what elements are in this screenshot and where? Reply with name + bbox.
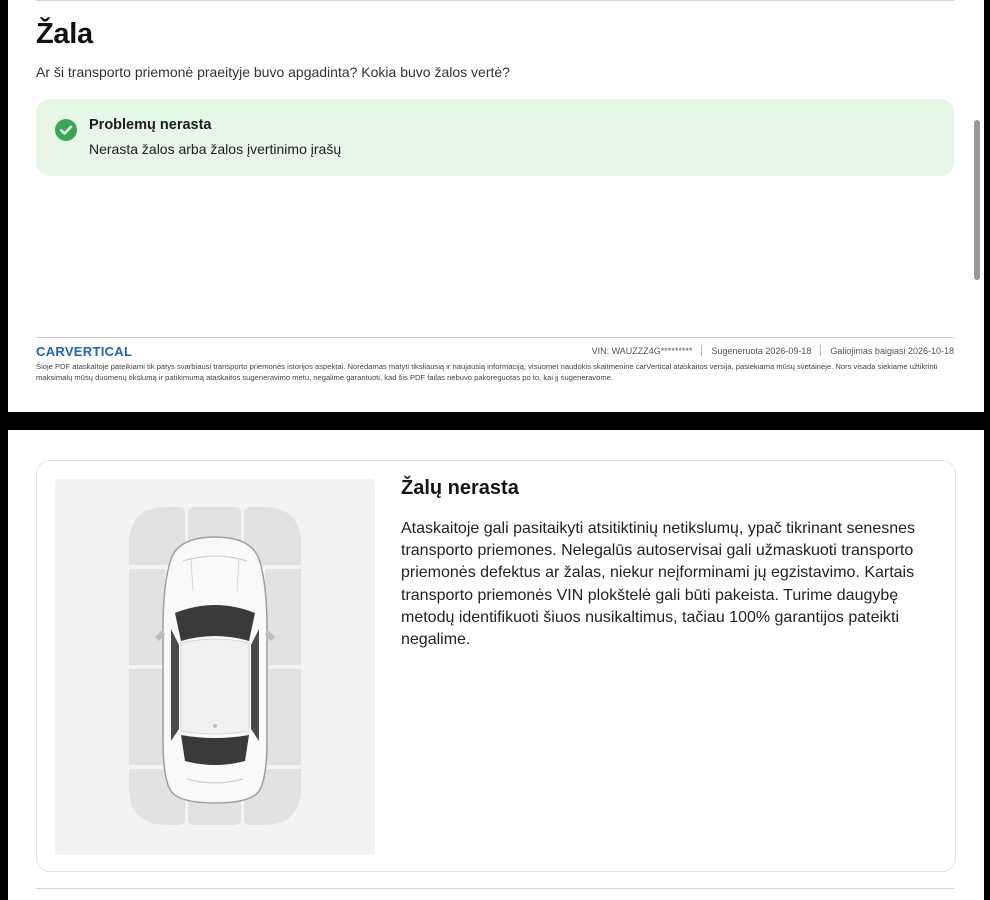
status-title: Problemų nerasta bbox=[89, 117, 212, 133]
status-text: Nerasta žalos arba žalos įvertinimo įrašų bbox=[89, 141, 342, 157]
info-card-text: Ataskaitoje gali pasitaikyti atsitiktinių netikslumų, ypač tikrinant senesnes transporto priemones. Nelegalūs autoservisai gali užmaskuoti transporto priemonės defektus ar žalas, niekur neįforminami jų egzistavimo. Kartais transporto priemonės VIN plokštelė gali būti pakeista. Turime daugybę metodų identifikuoti šiuos nusikaltimus, tačiau 100% garantijos pateikti negalime. bbox=[401, 520, 916, 649]
check-circle-icon bbox=[55, 119, 77, 141]
status-card bbox=[36, 99, 954, 176]
brand-logo: CARVERTICAL bbox=[36, 344, 133, 359]
scrollbar-thumb[interactable] bbox=[974, 120, 980, 280]
info-card bbox=[36, 460, 956, 872]
car-top-view-icon bbox=[55, 479, 375, 855]
footer-divider bbox=[36, 337, 954, 338]
report-page-bottom bbox=[8, 430, 984, 900]
footer-meta bbox=[592, 345, 954, 356]
divider bbox=[36, 888, 954, 889]
separator bbox=[820, 345, 821, 356]
section-subtitle: Ar ši transporto priemonė praeityje buvo apgadinta? Kokia buvo žalos vertė? bbox=[36, 64, 510, 80]
separator bbox=[701, 345, 702, 356]
info-card-title: Žalų nerasta bbox=[401, 477, 519, 499]
generated-date: Sugeneruota 2026-09-18 bbox=[711, 345, 812, 356]
disclaimer-text: Šioje PDF ataskaitoje pateikiami tik patys svarbiausi transporto priemonės istorijos aspektai. Norėdamas matyti tiksliausią ir naujausią informaciją, visuomet naudokis skaitmenine carVertical ataskaitos versija, pasiekiama mūsų svetainėje. Nors visada siekiame užtikrinti maksimalų mūsų duomenų tikslumą ir patikimumą ataskaitos sugeneravimo metu, negalime garantuoti, kad šis PDF failas nebuvo pakoreguotas po to, kai jį sugeneravome. bbox=[36, 362, 938, 382]
section-title: Žala bbox=[36, 18, 93, 50]
report-page-top bbox=[8, 0, 984, 412]
divider bbox=[36, 0, 954, 1]
expiry-date: Galiojimas baigiasi 2026-10-18 bbox=[830, 345, 954, 356]
car-diagram-panel bbox=[55, 479, 375, 855]
vin-label: VIN: WAUZZZ4G********* bbox=[591, 345, 693, 356]
